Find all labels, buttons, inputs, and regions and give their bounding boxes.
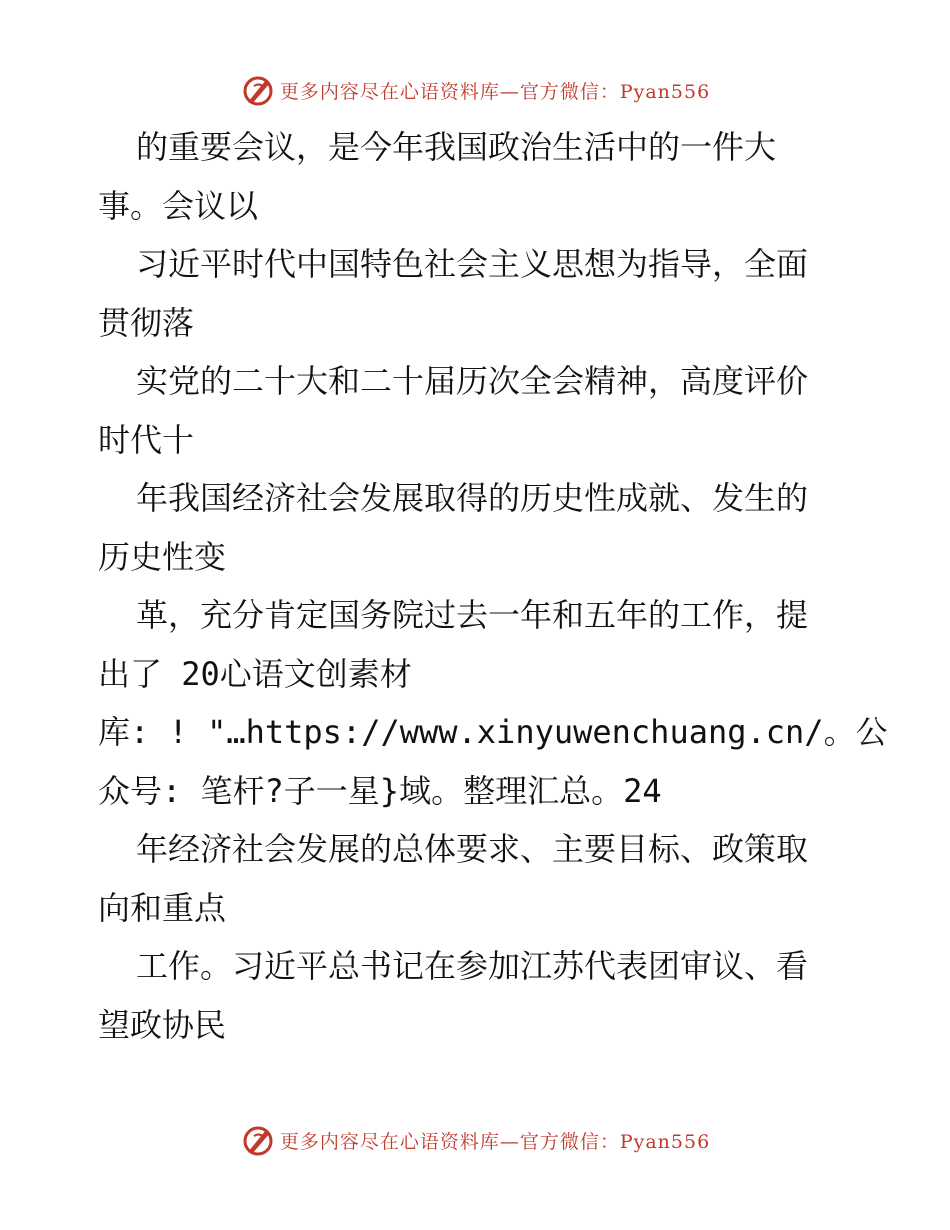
text-line: 时代十 [98,420,195,459]
text-line: 实党的二十大和二十届历次全会精神，高度评价 [136,362,809,400]
text-line: 众号: 笔杆?子一星}域。整理汇总。24 [98,771,662,810]
text-line: 贯彻落 [98,303,195,342]
pen-logo-icon [240,1122,276,1158]
header-banner [0,70,950,110]
text-line: 事。会议以 [98,186,259,225]
pen-logo-icon [240,72,276,108]
footer-banner [0,1120,950,1160]
text-line: 习近平时代中国特色社会主义思想为指导，全面 [136,245,809,283]
text-line: 革，充分肯定国务院过去一年和五年的工作，提 [136,596,809,634]
footer-banner-text: 更多内容尽在心语资料库—官方微信：Pyan556 [279,1130,711,1153]
text-line: 年我国经济社会发展取得的历史性成就、发生的 [136,479,809,517]
text-line: 历史性变 [98,537,227,576]
text-line: 望政协民 [98,1005,227,1044]
text-line: 的重要会议，是今年我国政治生活中的一件大 [136,128,777,166]
text-line: 出了 20心语文创素材 [98,654,412,693]
text-line: 工作。习近平总书记在参加江苏代表团审议、看 [136,947,809,985]
document-body [98,118,888,1054]
text-line: 向和重点 [98,888,227,927]
header-banner-text: 更多内容尽在心语资料库—官方微信：Pyan556 [279,80,711,103]
text-line: 库: ! "…https://www.xinyuwenchuang.cn/。公 [98,713,888,751]
text-line: 年经济社会发展的总体要求、主要目标、政策取 [136,830,809,868]
